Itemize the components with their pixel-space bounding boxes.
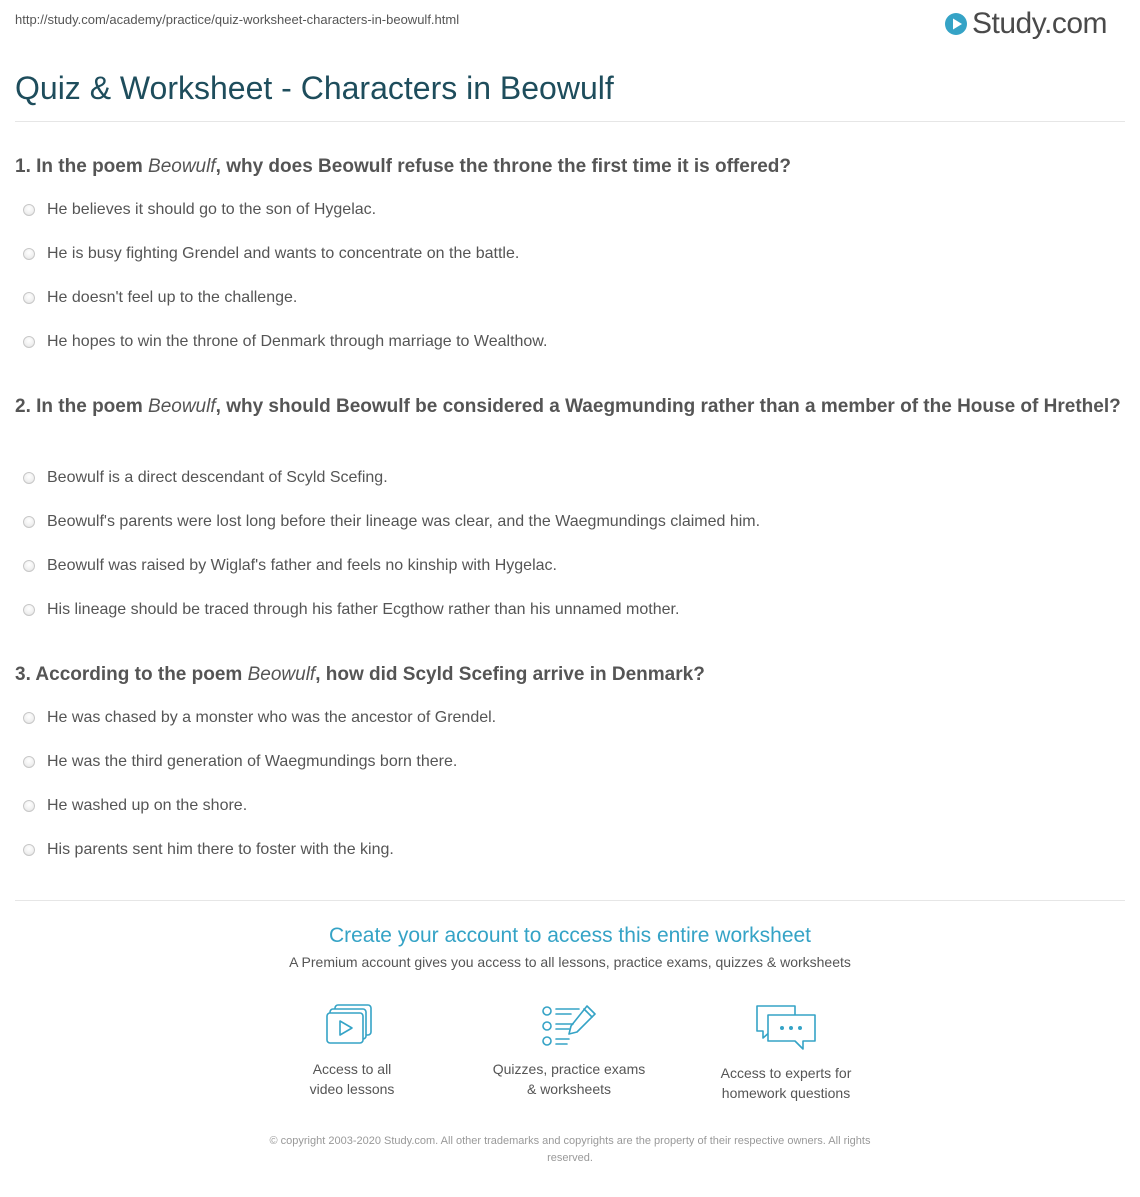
feature-1-line2: video lessons <box>309 1081 395 1097</box>
feature-2-line1: Quizzes, practice exams <box>492 1061 646 1077</box>
cta-title[interactable]: Create your account to access this entire worksheet <box>328 924 812 947</box>
copyright-notice: © copyright 2003-2020 Study.com. All other trademarks and copyrights are the property of their respective owners. All rights reserved. <box>269 1135 871 1164</box>
radio-q3-c[interactable] <box>23 800 35 812</box>
option-q1-a[interactable]: He believes it should go to the son of Hygelac. <box>47 201 377 218</box>
feature-video-lessons <box>252 1003 452 1099</box>
radio-q1-c[interactable] <box>23 292 35 304</box>
radio-q3-b[interactable] <box>23 756 35 768</box>
cta-subtitle: A Premium account gives you access to all lessons, practice exams, quizzes & worksheets <box>289 954 851 970</box>
option-q2-d[interactable]: His lineage should be traced through his father Ecgthow rather than his unnamed mother. <box>47 601 680 618</box>
feature-3-line2: homework questions <box>721 1085 851 1101</box>
page-url: http://study.com/academy/practice/quiz-worksheet-characters-in-beowulf.html <box>15 12 460 27</box>
option-q2-b[interactable]: Beowulf's parents were lost long before their lineage was clear, and the Waegmundings claimed him. <box>47 513 761 530</box>
feature-quizzes <box>469 1003 669 1099</box>
radio-q3-a[interactable] <box>23 712 35 724</box>
chat-bubbles-icon <box>753 1003 819 1053</box>
study-logo[interactable] <box>944 6 1107 42</box>
question-2: 2. In the poem Beowulf, why should Beowulf be considered a Waegmunding rather than a member of the House of Hrethel? <box>15 396 1121 417</box>
radio-q1-b[interactable] <box>23 248 35 260</box>
quiz-checklist-icon <box>539 1003 599 1049</box>
radio-q2-d[interactable] <box>23 604 35 616</box>
question-1: 1. In the poem Beowulf, why does Beowulf refuse the throne the first time it is offered? <box>15 156 791 177</box>
page-title: Quiz & Worksheet - Characters in Beowulf <box>15 70 614 106</box>
question-3: 3. According to the poem Beowulf, how did Scyld Scefing arrive in Denmark? <box>15 664 705 685</box>
video-lessons-icon <box>324 1003 380 1049</box>
option-q3-c[interactable]: He washed up on the shore. <box>47 797 248 814</box>
divider <box>15 121 1125 122</box>
option-q3-a[interactable]: He was chased by a monster who was the ancestor of Grendel. <box>47 709 497 726</box>
option-q1-c[interactable]: He doesn't feel up to the challenge. <box>47 289 298 306</box>
option-q2-a[interactable]: Beowulf is a direct descendant of Scyld Scefing. <box>47 469 388 486</box>
radio-q2-c[interactable] <box>23 560 35 572</box>
option-q3-b[interactable]: He was the third generation of Waegmundings born there. <box>47 753 458 770</box>
feature-2-line2: & worksheets <box>526 1081 612 1097</box>
option-q3-d[interactable]: His parents sent him there to foster with the king. <box>47 841 394 858</box>
divider <box>15 900 1125 901</box>
radio-q2-a[interactable] <box>23 472 35 484</box>
option-q1-b[interactable]: He is busy fighting Grendel and wants to concentrate on the battle. <box>47 245 520 262</box>
logo-play-icon <box>944 12 968 36</box>
feature-1-line1: Access to all <box>312 1061 392 1077</box>
option-q2-c[interactable]: Beowulf was raised by Wiglaf's father and feels no kinship with Hygelac. <box>47 557 557 574</box>
radio-q3-d[interactable] <box>23 844 35 856</box>
radio-q2-b[interactable] <box>23 516 35 528</box>
feature-experts <box>686 1003 886 1103</box>
radio-q1-a[interactable] <box>23 204 35 216</box>
option-q1-d[interactable]: He hopes to win the throne of Denmark through marriage to Wealthow. <box>47 333 548 350</box>
radio-q1-d[interactable] <box>23 336 35 348</box>
logo-text: Study.com <box>972 7 1107 40</box>
feature-3-line1: Access to experts for <box>720 1065 852 1081</box>
